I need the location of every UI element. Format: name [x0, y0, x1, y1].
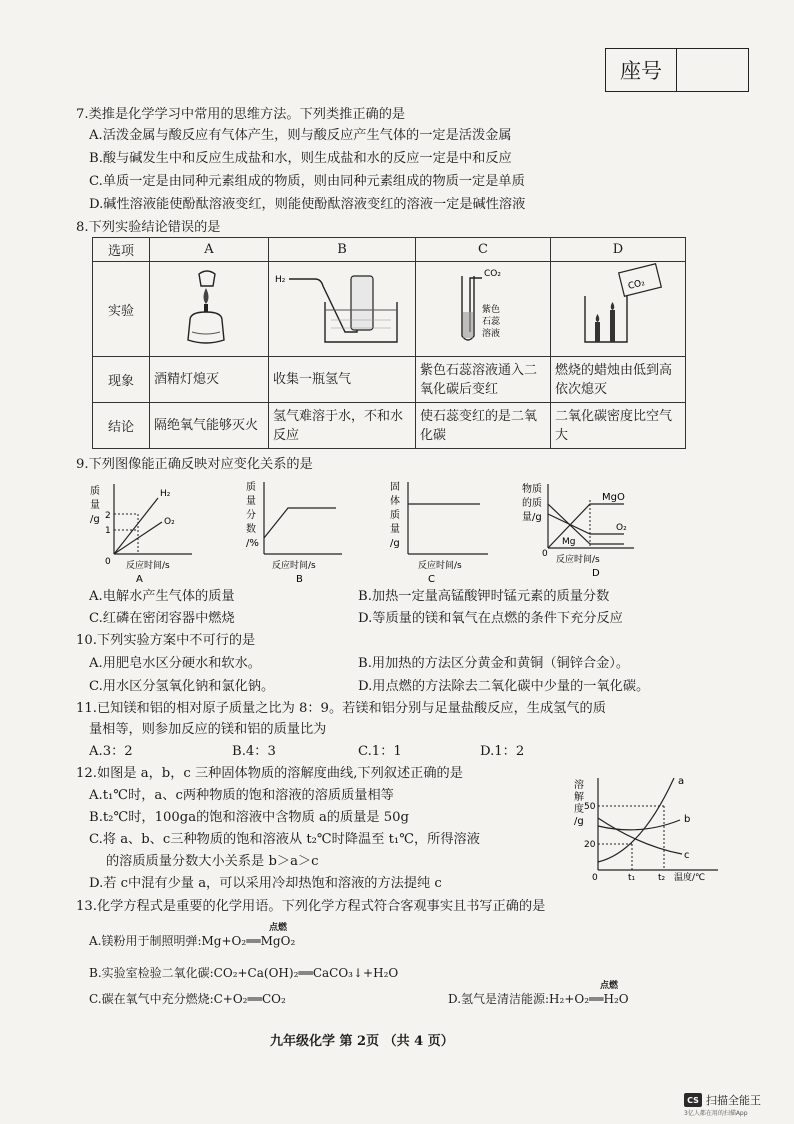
sol-tick-20: 20 [584, 840, 596, 850]
conclusion-c: 使石蕊变红的是二氧化碳 [416, 403, 551, 449]
watermark-sub: 3亿人都在用的扫描App [684, 1110, 748, 1117]
q10-option-d: D.用点燃的方法除去二氧化碳中少量的一氧化碳。 [358, 679, 650, 694]
conclusion-d: 二氧化碳密度比空气大 [551, 403, 686, 449]
graph-a-tick-0: 0 [105, 557, 111, 567]
diagram-b-gas-collection [269, 262, 416, 357]
q9-graph-a [88, 478, 198, 584]
q10-option-a: A.用肥皂水区分硬水和软水。 [89, 656, 261, 671]
graph-c-tag: C [428, 574, 435, 584]
graph-a-xlabel: 反应时间/s [126, 561, 170, 571]
q12-option-c: C.将 a、b、c三种物质的饱和溶液从 t₂℃时降温至 t₁℃，所得溶液 [89, 832, 480, 847]
q7-option-a: A.活泼金属与酸反应有气体产生，则与酸反应产生气体的一定是活泼金属 [89, 128, 512, 143]
phenomenon-d: 燃烧的蜡烛由低到高依次熄灭 [551, 357, 686, 403]
c-liquid-3: 溶液 [482, 329, 501, 339]
q9-option-b: B.加热一定量高锰酸钾时锰元素的质量分数 [358, 589, 610, 604]
graph-c-ylabel-4: 量 [390, 524, 400, 535]
q9-graph-d [520, 478, 660, 584]
q8-experiment-table [92, 237, 686, 449]
row-label-phenomenon: 现象 [93, 357, 150, 403]
watermark-brand: 扫描全能王 [706, 1094, 761, 1107]
sol-curve-a: a [678, 776, 685, 787]
graph-d-mg-label: Mg [562, 537, 576, 547]
sol-tick-50: 50 [584, 802, 596, 812]
q11-stem-line1: 11.已知镁和铝的相对原子质量之比为 8：9。若镁和铝分别与足量盐酸反应，生成氢气的质 [76, 701, 606, 716]
sol-ylabel-1: 溶 [574, 780, 584, 791]
graph-c-xlabel: 反应时间/s [418, 561, 462, 571]
phenomenon-c: 紫色石蕊溶液通入二氧化碳后变红 [416, 357, 551, 403]
table-col-b: B [269, 238, 416, 262]
graph-c-ylabel-3: 质 [390, 510, 400, 521]
q9-option-a: A.电解水产生气体的质量 [89, 589, 235, 604]
c-gas-label: CO₂ [484, 269, 501, 279]
q13-d-condition: 点燃 [600, 981, 619, 991]
diagram-a-alcohol-lamp [150, 262, 269, 357]
q7-option-d: D.碱性溶液能使酚酞溶液变红，则能使酚酞溶液变红的溶液一定是碱性溶液 [89, 197, 526, 212]
q7-option-c: C.单质一定是由同种元素组成的物质，则由同种元素组成的物质一定是单质 [89, 174, 525, 189]
conclusion-b: 氢气难溶于水，不和水反应 [269, 403, 416, 449]
graph-a-tag: A [136, 574, 143, 584]
q12-option-d: D.若 c中混有少量 a，可以采用冷却热饱和溶液的方法提纯 c [89, 876, 442, 891]
sol-ylabel-3: 度 [574, 804, 584, 815]
q11-option-b: B.4：3 [232, 744, 276, 759]
graph-b-ylabel-2: 量 [246, 496, 256, 507]
sol-curve-b: b [684, 814, 691, 825]
graph-d-mgo-label: MgO [602, 492, 625, 503]
sol-curve-c: c [684, 850, 690, 861]
phenomenon-b: 收集一瓶氢气 [269, 357, 416, 403]
q11-option-a: A.3：2 [89, 744, 133, 759]
graph-a-o2-label: O₂ [164, 517, 175, 527]
phenomenon-a: 酒精灯熄灭 [150, 357, 269, 403]
table-header-option: 选项 [93, 238, 150, 262]
graph-a-tick-2: 2 [105, 511, 111, 521]
q9-graph-b [244, 476, 354, 584]
graph-b-ylabel-5: /% [246, 538, 259, 549]
q9-stem: 9.下列图像能正确反映对应变化关系的是 [76, 457, 313, 472]
c-liquid-1: 紫色 [482, 305, 501, 315]
q10-option-b: B.用加热的方法区分黄金和黄铜（铜锌合金）。 [358, 656, 630, 671]
graph-c-ylabel-1: 固 [390, 482, 400, 493]
graph-a-ylabel-2: 量 [90, 500, 100, 511]
sol-xlabel: 温度/℃ [674, 873, 706, 882]
table-col-a: A [150, 238, 269, 262]
graph-d-tick-0: 0 [542, 549, 548, 559]
graph-d-ylabel-2: 的质 [522, 498, 542, 509]
graph-b-ylabel-1: 质 [246, 482, 256, 493]
conclusion-a: 隔绝氧气能够灭火 [150, 403, 269, 449]
graph-a-tick-1: 1 [105, 526, 111, 536]
q12-option-b: B.t₂℃时，100ga的饱和溶液中含物质 a的质量是 50g [89, 810, 409, 825]
q9-option-d: D.等质量的镁和氧气在点燃的条件下充分反应 [358, 611, 623, 626]
graph-c-ylabel-2: 体 [390, 496, 400, 507]
table-col-d: D [551, 238, 686, 262]
graph-b-xlabel: 反应时间/s [272, 561, 316, 571]
q11-option-c: C.1：1 [358, 744, 402, 759]
graph-d-tag: D [592, 568, 600, 579]
graph-d-o2-label: O₂ [616, 523, 627, 533]
cs-logo-icon: CS [684, 1093, 702, 1107]
q13-option-a: A.镁粉用于制照明弹:Mg+O₂══MgO₂ [89, 934, 296, 948]
graph-a-h2-label: H₂ [160, 489, 171, 499]
row-label-conclusion: 结论 [93, 403, 150, 449]
q12-option-a: A.t₁℃时，a、c两种物质的饱和溶液的溶质质量相等 [89, 788, 394, 803]
graph-d-ylabel-3: 量/g [522, 512, 542, 523]
q10-stem: 10.下列实验方案中不可行的是 [76, 633, 256, 648]
solubility-graph [570, 772, 750, 882]
q9-option-c: C.红磷在密闭容器中燃烧 [89, 611, 235, 626]
seat-label: 座号 [606, 49, 677, 91]
graph-c-ylabel-5: /g [390, 538, 400, 549]
q12-option-c-cont: 的溶质质量分数大小关系是 b＞a＞c [106, 854, 319, 869]
row-label-experiment: 实验 [93, 262, 150, 357]
page-footer: 九年级化学 第 2页 （共 4 页） [270, 1034, 454, 1049]
graph-b-tag: B [296, 574, 303, 584]
q11-option-d: D.1：2 [480, 744, 525, 759]
graph-d-xlabel: 反应时间/s [556, 555, 600, 565]
q13-a-condition: 点燃 [269, 923, 288, 933]
sol-tick-0: 0 [592, 873, 598, 882]
sol-tick-t2: t₂ [658, 873, 666, 882]
b-gas-label: H₂ [275, 275, 286, 285]
sol-ylabel-4: /g [574, 816, 584, 827]
q7-option-b: B.酸与碱发生中和反应生成盐和水，则生成盐和水的反应一定是中和反应 [89, 151, 512, 166]
d-gas-label: CO₂ [627, 278, 647, 292]
sol-ylabel-2: 解 [574, 792, 584, 803]
q13-option-d: D.氢气是清洁能源:H₂+O₂══H₂O [448, 992, 629, 1006]
table-col-c: C [416, 238, 551, 262]
q8-stem: 8.下列实验结论错误的是 [76, 220, 221, 235]
seat-number-box [605, 48, 749, 92]
sol-tick-t1: t₁ [628, 873, 636, 882]
diagram-c-litmus [416, 262, 551, 357]
q13-stem: 13.化学方程式是重要的化学用语。下列化学方程式符合客观事实且书写正确的是 [76, 899, 546, 914]
diagram-d-candles [551, 262, 686, 357]
graph-d-ylabel-1: 物质 [522, 484, 542, 495]
graph-b-ylabel-3: 分 [246, 510, 256, 521]
q12-stem: 12.如图是 a，b，c 三种固体物质的溶解度曲线,下列叙述正确的是 [76, 766, 463, 781]
q10-option-c: C.用水区分氢氧化钠和氯化钠。 [89, 679, 275, 694]
graph-a-ylabel-1: 质 [90, 486, 100, 497]
c-liquid-2: 石蕊 [482, 317, 501, 327]
graph-a-ylabel-3: /g [90, 514, 100, 525]
scanner-watermark [684, 1092, 761, 1108]
q7-stem: 7.类推是化学学习中常用的思维方法。下列类推正确的是 [76, 107, 406, 122]
q13-option-b: B.实验室检验二氧化碳:CO₂+Ca(OH)₂══CaCO₃↓+H₂O [89, 966, 399, 980]
q9-graph-c [388, 476, 498, 584]
q11-stem-line2: 量相等，则参加反应的镁和铝的质量比为 [89, 722, 327, 737]
q13-option-c: C.碳在氧气中充分燃烧:C+O₂══CO₂ [89, 992, 286, 1006]
graph-b-ylabel-4: 数 [246, 524, 256, 535]
